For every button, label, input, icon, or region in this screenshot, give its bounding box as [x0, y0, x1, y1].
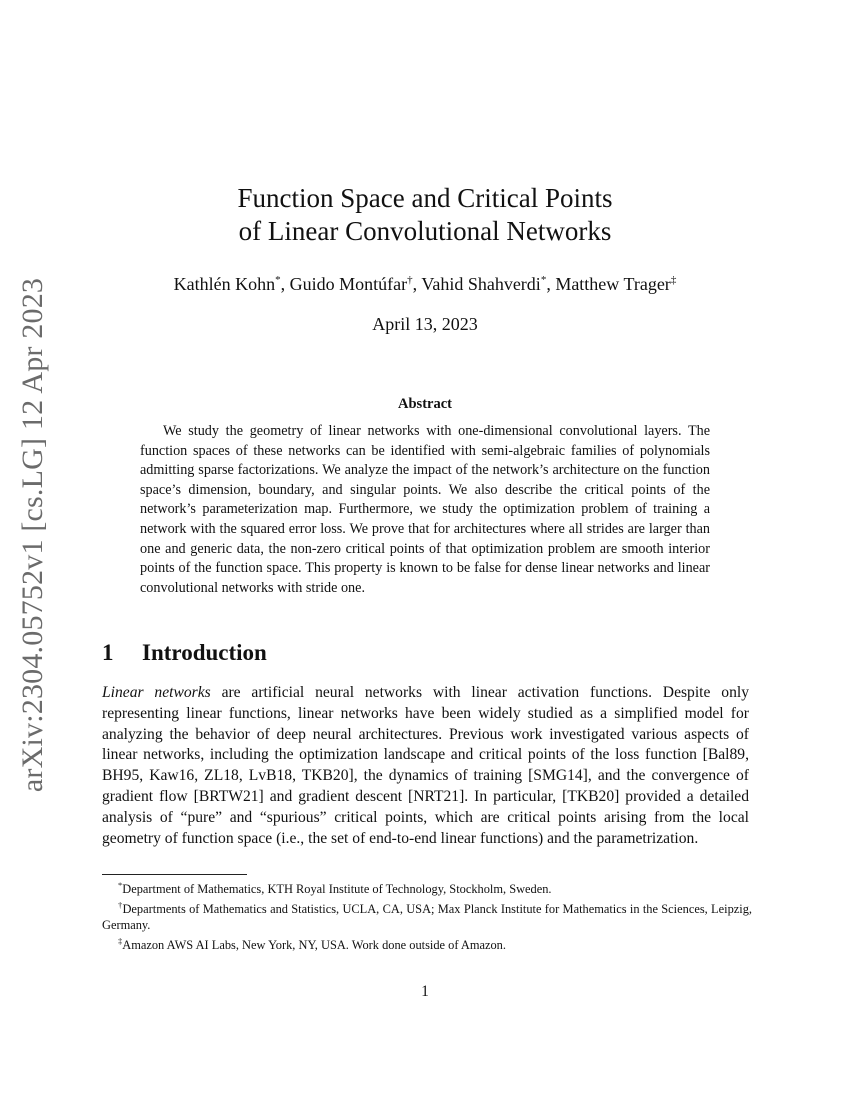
footnote [102, 933, 752, 953]
author-affiliation-mark: † [407, 274, 413, 286]
author-separator: , [412, 274, 422, 294]
paper-title [0, 182, 850, 248]
author-list [0, 274, 850, 295]
intro-paragraph [102, 683, 749, 849]
footnote-mark: † [118, 900, 123, 910]
author-name: Vahid Shahverdi [421, 274, 541, 294]
footnote-text: Amazon AWS AI Labs, New York, NY, USA. Work done outside of Amazon. [122, 938, 506, 952]
footnote-text: Departments of Mathematics and Statistics, UCLA, CA, USA; Max Planck Institute for Mathematics in the Sciences, Leipzig, Germany. [102, 902, 753, 932]
author-name: Matthew Trager [555, 274, 671, 294]
author-name: Kathlén Kohn [173, 274, 276, 294]
intro-emphasis: Linear networks [102, 684, 211, 701]
section-title: Introduction [142, 640, 267, 665]
footnote-mark: * [118, 880, 123, 890]
title-line-2: of Linear Convolutional Networks [238, 216, 612, 246]
author-separator: , [546, 274, 556, 294]
author-affiliation-mark: * [275, 274, 281, 286]
page-number: 1 [421, 983, 429, 1000]
author-affiliation-mark: ‡ [670, 274, 677, 286]
author-affiliation-mark: * [540, 274, 547, 286]
title-line-1: Function Space and Critical Points [237, 183, 613, 213]
author-name: Guido Montúfar [289, 274, 408, 294]
footnotes [102, 877, 752, 953]
footnote-mark: ‡ [118, 936, 123, 946]
intro-text: are artificial neural networks with linear activation functions. Despite only representing linear functions, linear networks have been widely studied as a simplified model for analyzing the behavior of deep neural architectures. Previous work investigated various aspects of linear networks, including the optimization landscape and critical points of the loss function [Bal89, BH95, Kaw16, ZL18, LvB18, TKB20], the dynamics of training [SMG14], and the convergence of gradient flow [BRTW21] and gradient descent [NRT21]. In particular, [TKB20] provided a detailed analysis of “pure” and “spurious” critical points, which are critical points arising from the local geometry of function space (i.e., the set of end-to-end linear functions) and the parametrization. [102, 684, 749, 847]
arxiv-stamp [13, 277, 53, 793]
abstract-heading: Abstract [398, 396, 452, 412]
section-number: 1 [102, 640, 114, 665]
footnote-text: Department of Mathematics, KTH Royal Institute of Technology, Stockholm, Sweden. [122, 882, 552, 896]
arxiv-id: arXiv:2304.05752v1 [cs.LG] 12 Apr 2023 [16, 277, 50, 793]
footnote [102, 877, 752, 897]
publication-date: April 13, 2023 [372, 314, 478, 334]
section-heading [102, 640, 267, 666]
footnote-rule [102, 874, 247, 875]
author-separator: , [280, 274, 290, 294]
abstract-body: We study the geometry of linear networks with one-dimensional convolutional layers. The function spaces of these networks can be identified with semi-algebraic families of polynomials admitting sparse factorizations. We analyze the impact of the network’s architecture on the function space’s dimension, boundary, and singular points. We also describe the critical points of the network’s parameterization map. Furthermore, we study the optimization problem of training a network with the squared error loss. We prove that for architectures where all strides are larger than one and generic data, the non-zero critical points of that optimization problem are smooth interior points of the function space. This property is known to be false for dense linear networks and linear convolutional networks with stride one. [140, 423, 710, 596]
footnote [102, 897, 752, 933]
